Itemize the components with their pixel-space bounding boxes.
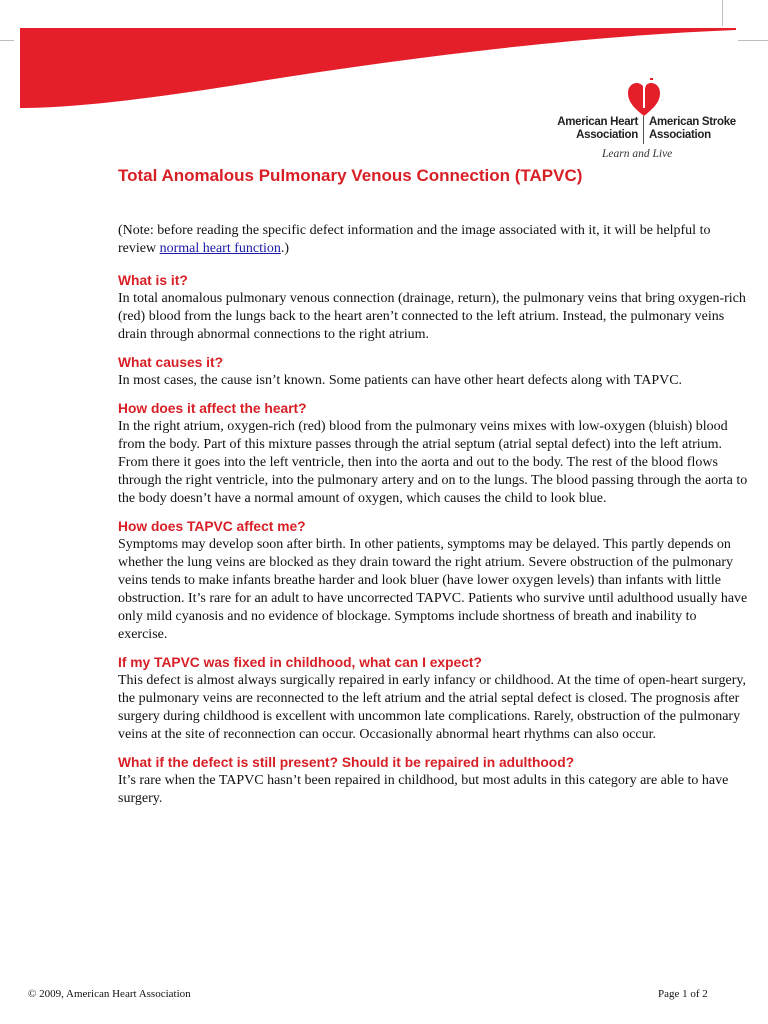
section-body: In total anomalous pulmonary venous connection (drainage, return), the pulmonary veins that bring oxygen-rich (red) blood from the lungs back to the heart aren’t connected to the left atrium. Instead, the pulmonary veins drain through abnormal connections to the right atrium. (118, 291, 746, 342)
logo-tagline: Learn and Live (602, 148, 673, 160)
asa-wordmark (649, 116, 749, 142)
section-heading: How does it affect the heart? (118, 401, 307, 416)
heart-torch-icon (626, 78, 662, 118)
section-heading: How does TAPVC affect me? (118, 519, 306, 534)
document-body (118, 166, 748, 818)
section-body: This defect is almost always surgically repaired in early infancy or childhood. At the time of open-heart surgery, the pulmonary veins are reconnected to the left atrium and the atrial septal defect is closed. The prognosis after surgery during childhood is excellent with uncommon late complications. Rarely, obstruction of the pulmonary veins at the site of reconnection can occur. Occasionally abnormal heart rhythms can also occur. (118, 673, 746, 742)
section-body: Symptoms may develop soon after birth. In other patients, symptoms may be delayed. This partly depends on whether the lung veins are blocked as they drain toward the right atrium. Severe obstruction of the pulmonary veins tends to make infants breathe harder and look bluer (have lower oxygen levels) than infants with little obstruction. It’s rare for an adult to have uncorrected TAPVC. Patients who survive until adulthood usually have only mild cyanosis and no evidence of blockage. Symptoms include shortness of breath and inability to exercise. (118, 537, 748, 642)
section-heading: If my TAPVC was fixed in childhood, what can I expect? (118, 655, 482, 670)
aha-wordmark (554, 116, 638, 142)
crop-mark-top-right-h (738, 40, 768, 41)
section-heading: What is it? (118, 273, 188, 288)
aha-wordmark-line1: American Heart (557, 116, 638, 128)
crop-mark-top-right-v (722, 0, 723, 26)
normal-heart-function-link[interactable]: normal heart function (159, 241, 281, 256)
aha-asa-logo (554, 78, 744, 164)
asa-wordmark-line2: Association (649, 129, 711, 141)
section-body: In the right atrium, oxygen-rich (red) blood from the pulmonary veins mixes with low-oxygen (bluish) blood from the body. Part of this mixture passes through the atrial septum (atrial septal defect) into the left atrium. From there it goes into the left ventricle, then into the aorta and out to the body. The rest of the blood flows through the right ventricle, into the pulmonary artery and on to the lungs. The blood passing through the aorta to the body doesn’t have a normal amount of oxygen, which causes the child to look blue. (118, 419, 748, 506)
note-text-after: .) (280, 241, 290, 256)
footer-copyright: © 2009, American Heart Association (28, 988, 191, 1000)
aha-wordmark-line2: Association (576, 129, 638, 141)
section-body: It’s rare when the TAPVC hasn’t been repaired in childhood, but most adults in this category are able to have surgery. (118, 773, 729, 806)
footer-page-number: Page 1 of 2 (658, 988, 708, 1000)
review-note (118, 222, 748, 258)
logo-divider (643, 116, 644, 144)
note-text-before: (Note: before reading the specific defect information and the image associated with it, it will be helpful to review (118, 223, 711, 256)
section-body: In most cases, the cause isn’t known. Some patients can have other heart defects along with TAPVC. (118, 373, 683, 388)
section-heading: What if the defect is still present? Should it be repaired in adulthood? (118, 755, 575, 770)
asa-wordmark-line1: American Stroke (649, 116, 736, 128)
crop-mark-top-left (0, 40, 14, 41)
document-title: Total Anomalous Pulmonary Venous Connection (TAPVC) (118, 166, 583, 185)
section-heading: What causes it? (118, 355, 224, 370)
